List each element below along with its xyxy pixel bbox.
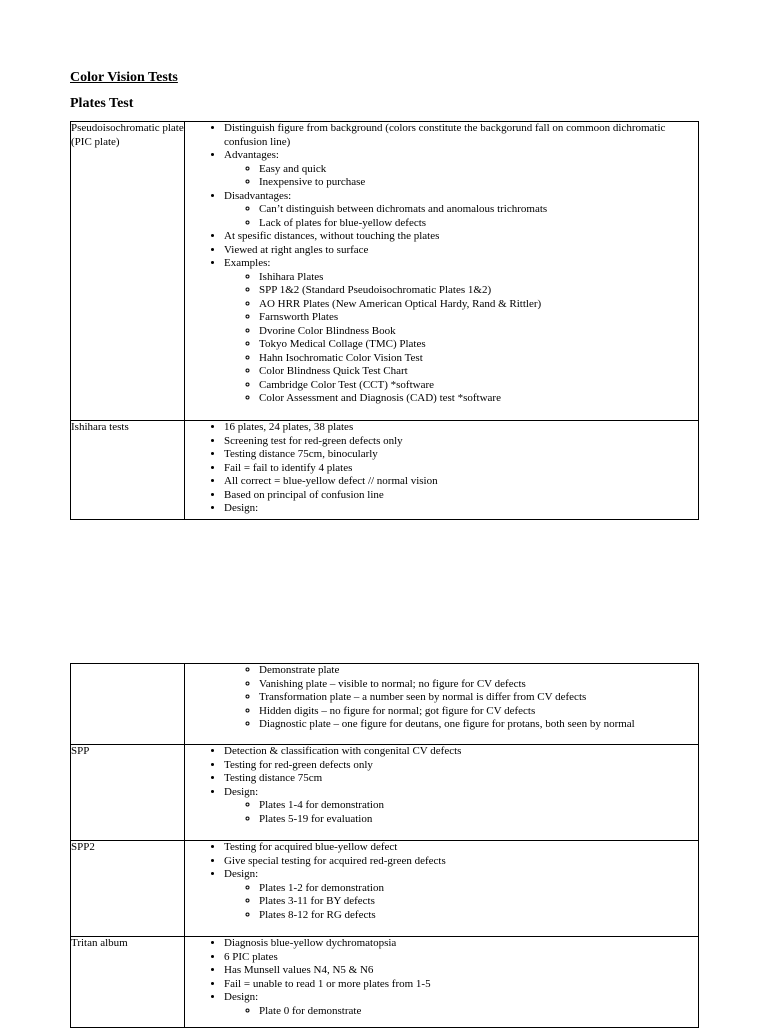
list-item [224,772,698,786]
sub-bullet-list [224,163,698,190]
sub-list-item [259,678,698,692]
list-item [224,978,698,992]
bullet-list [185,841,698,922]
row-content [185,122,699,421]
row-label: SPP [71,745,185,841]
sub-bullet-list [224,882,698,923]
sub-list-item-text: Plate 0 for demonstrate [259,1004,362,1017]
list-item-text: 16 plates, 24 plates, 38 plates [224,421,354,433]
sub-list-item [259,271,698,285]
list-item-text: At spesific distances, without touching the plates [224,230,440,242]
sub-list-item-text: Farnsworth Plates [259,311,339,323]
sub-list-item [259,392,698,406]
sub-list-item [259,379,698,393]
sub-list-item-text: Tokyo Medical Collage (TMC) Plates [259,338,426,350]
sub-list-item [259,691,698,705]
sub-bullet-list [224,271,698,406]
sub-list-item [259,895,698,909]
continued-item [224,664,698,732]
sub-list-item [259,217,698,231]
sub-list-item-text: Color Assessment and Diagnosis (CAD) test *software [259,392,501,404]
plates-table-part1 [70,121,699,520]
list-item-text: Testing distance 75cm [224,772,323,784]
sub-list-item [259,311,698,325]
list-item-text: Fail = unable to read 1 or more plates from 1-5 [224,977,431,990]
sub-list-item-text: Lack of plates for blue-yellow defects [259,216,427,229]
sub-bullet-list [224,1005,698,1019]
sub-list-item [259,882,698,896]
list-item [224,122,698,149]
sub-list-item [259,813,698,827]
list-item [224,149,698,190]
sub-list-item-text: Easy and quick [259,162,327,175]
sub-list-item [259,163,698,177]
sub-list-item-text: Plates 3-11 for BY defects [259,895,375,907]
sub-list-item [259,352,698,366]
sub-list-item-text: Dvorine Color Blindness Book [259,324,396,337]
sub-list-item [259,284,698,298]
list-item-text: Diagnosis blue-yellow dychromatopsia [224,937,397,949]
sub-list-item [259,325,698,339]
list-item [224,462,698,476]
sub-list-item [259,176,698,190]
list-item [224,421,698,435]
table-row-ishihara-tests [71,421,699,520]
list-item-text: Advantages: [224,149,279,161]
page-title: Color Vision Tests [70,70,178,85]
bullet-list [185,664,698,732]
row-content [185,937,699,1028]
list-item-text: Viewed at right angles to surface [224,243,369,256]
list-item-text: Disadvantages: [224,189,292,202]
sub-list-item-text: Color Blindness Quick Test Chart [259,365,408,377]
sub-bullet-list [224,664,698,732]
section-title: Plates Test [70,96,134,111]
sub-list-item [259,203,698,217]
list-item [224,937,698,951]
list-item [224,489,698,503]
list-item [224,244,698,258]
list-item [224,759,698,773]
list-item-text: Distinguish figure from background (colors constitute the backgorund fall on commoon dichromatic confusion line) [224,122,666,148]
sub-list-item [259,705,698,719]
sub-list-item-text: Plates 5-19 for evaluation [259,812,373,825]
table-row-blank [71,664,699,745]
sub-list-item [259,799,698,813]
list-item-text: Has Munsell values N4, N5 & N6 [224,964,374,976]
bullet-list [185,745,698,826]
list-item-text: Design: [224,868,259,880]
sub-list-item [259,365,698,379]
list-item [224,448,698,462]
sub-list-item-text: AO HRR Plates (New American Optical Hardy, Rand & Rittler) [259,297,542,310]
row-label: Pseudoisochromatic plate (PIC plate) [71,122,185,421]
table-row-spp [71,745,699,841]
list-item-text: Give special testing for acquired red-green defects [224,854,446,867]
list-item [224,257,698,406]
list-item-text: Design: [224,785,259,798]
row-label: Ishihara tests [71,421,185,520]
sub-list-item-text: Plates 1-2 for demonstration [259,881,384,894]
list-item-text: Examples: [224,257,271,269]
list-item [224,502,698,516]
row-content [185,421,699,520]
sub-list-item-text: SPP 1&2 (Standard Pseudoisochromatic Plates 1&2) [259,284,492,296]
row-label: SPP2 [71,841,185,937]
bullet-list [185,421,698,516]
list-item-text: Testing for red-green defects only [224,758,373,771]
sub-list-item [259,718,698,732]
bullet-list [185,122,698,406]
row-content [185,745,699,841]
table-row-spp2 [71,841,699,937]
row-content [185,841,699,937]
list-item [224,230,698,244]
row-content [185,664,699,745]
sub-list-item-text: Can’t distinguish between dichromats and anomalous trichromats [259,203,548,215]
list-item-text: Design: [224,991,259,1003]
list-item-text: All correct = blue-yellow defect // normal vision [224,475,438,487]
list-item [224,841,698,855]
list-item-text: Testing distance 75cm, binocularly [224,448,378,460]
list-item-text: Screening test for red-green defects only [224,434,403,447]
sub-list-item-text: Demonstrate plate [259,664,340,676]
sub-list-item-text: Plates 1-4 for demonstration [259,799,384,811]
table-row-tritan-album [71,937,699,1028]
sub-list-item-text: Vanishing plate – visible to normal; no figure for CV defects [259,677,526,690]
list-item [224,786,698,827]
sub-list-item [259,1005,698,1019]
sub-list-item-text: Ishihara Plates [259,270,324,283]
sub-list-item-text: Diagnostic plate – one figure for deutans, one figure for protans, both seen by normal [259,718,635,730]
sub-list-item-text: Hahn Isochromatic Color Vision Test [259,351,423,364]
list-item [224,964,698,978]
list-item [224,991,698,1018]
sub-list-item-text: Hidden digits – no figure for normal; got figure for CV defects [259,704,536,717]
sub-bullet-list [224,203,698,230]
list-item [224,745,698,759]
list-item [224,435,698,449]
sub-list-item [259,909,698,923]
list-item-text: Testing for acquired blue-yellow defect [224,841,398,853]
list-item [224,190,698,231]
list-item [224,868,698,922]
list-item [224,855,698,869]
sub-list-item-text: Inexpensive to purchase [259,176,366,188]
row-label: Tritan album [71,937,185,1028]
sub-list-item-text: Cambridge Color Test (CCT) *software [259,378,434,391]
sub-list-item [259,664,698,678]
list-item-text: Design: [224,502,259,514]
row-label [71,664,185,745]
table-row-pseudoisochromatic-plate-pic-plate [71,122,699,421]
plates-table-part2 [70,663,699,1028]
list-item-text: 6 PIC plates [224,950,278,963]
list-item [224,951,698,965]
sub-list-item [259,298,698,312]
list-item-text: Fail = fail to identify 4 plates [224,461,353,474]
sub-bullet-list [224,799,698,826]
bullet-list [185,937,698,1018]
list-item-text: Detection & classification with congenital CV defects [224,745,462,757]
list-item-text: Based on principal of confusion line [224,488,384,501]
sub-list-item [259,338,698,352]
sub-list-item-text: Plates 8-12 for RG defects [259,908,376,921]
sub-list-item-text: Transformation plate – a number seen by normal is differ from CV defects [259,691,587,703]
list-item [224,475,698,489]
